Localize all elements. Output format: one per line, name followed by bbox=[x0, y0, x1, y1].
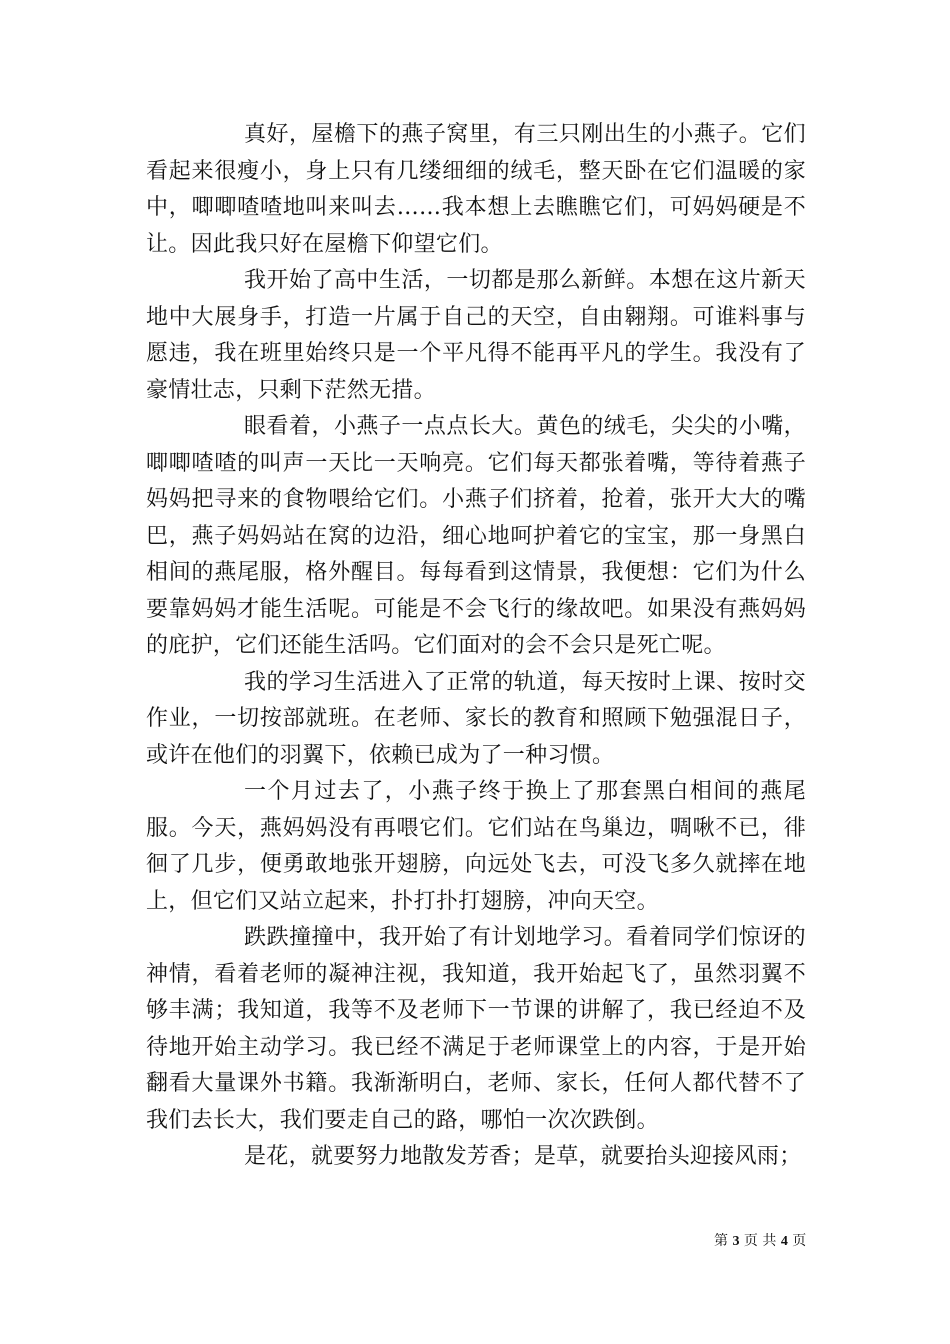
paragraph-7: 是花，就要努力地散发芳香；是草，就要抬头迎接风雨； bbox=[244, 1144, 802, 1169]
paragraph-5: 一个月过去了，小燕子终于换上了那套黑白相间的燕尾服。今天，燕妈妈没有再喂它们。它们站在鸟巢边，啁啾不已，徘徊了几步，便勇敢地张开翅膀，向远处飞去，可没飞多久就摔在地上，但它们又站立起来，扑打扑打翅膀，冲向天空。 bbox=[146, 779, 806, 914]
paragraph-6: 跌跌撞撞中，我开始了有计划地学习。看着同学们惊讶的神情，看着老师的凝神注视，我知道，我开始起飞了，虽然羽翼不够丰满；我知道，我等不及老师下一节课的讲解了，我已经迫不及待地开始主动学习。我已经不满足于老师课堂上的内容，于是开始翻看大量课外书籍。我渐渐明白，老师、家长，任何人都代替不了我们去长大，我们要走自己的路，哪怕一次次跌倒。 bbox=[146, 925, 806, 1133]
document-body bbox=[146, 117, 806, 1176]
paragraph-4: 我的学习生活进入了正常的轨道，每天按时上课、按时交作业，一切按部就班。在老师、家长的教育和照顾下勉强混日子，或许在他们的羽翼下，依赖已成为了一种习惯。 bbox=[146, 669, 806, 768]
footer-middle: 页 共 bbox=[739, 1233, 781, 1249]
footer-prefix: 第 bbox=[714, 1233, 733, 1249]
footer-suffix: 页 bbox=[787, 1233, 807, 1249]
paragraph-3: 眼看着，小燕子一点点长大。黄色的绒毛，尖尖的小嘴，唧唧喳喳的叫声一天比一天响亮。它们每天都张着嘴，等待着燕子妈妈把寻来的食物喂给它们。小燕子们挤着，抢着，张开大大的嘴巴，燕子妈妈站在窝的边沿，细心地呵护着它的宝宝，那一身黑白相间的燕尾服，格外醒目。每每看到这情景，我便想：它们为什么要靠妈妈才能生活呢。可能是不会飞行的缘故吧。如果没有燕妈妈的庇护，它们还能生活吗。它们面对的会不会只是死亡呢。 bbox=[146, 414, 806, 658]
paragraph-2: 我开始了高中生活，一切都是那么新鲜。本想在这片新天地中大展身手，打造一片属于自己的天空，自由翱翔。可谁料事与愿违，我在班里始终只是一个平凡得不能再平凡的学生。我没有了豪情壮志，只剩下茫然无措。 bbox=[146, 268, 806, 403]
page-footer bbox=[714, 1232, 806, 1251]
footer-total-pages: 4 bbox=[780, 1234, 788, 1249]
footer-current-page: 3 bbox=[732, 1234, 740, 1249]
paragraph-1: 真好，屋檐下的燕子窝里，有三只刚出生的小燕子。它们看起来很瘦小，身上只有几缕细细的绒毛，整天卧在它们温暖的家中，唧唧喳喳地叫来叫去……我本想上去瞧瞧它们，可妈妈硬是不让。因此我只好在屋檐下仰望它们。 bbox=[146, 122, 806, 257]
